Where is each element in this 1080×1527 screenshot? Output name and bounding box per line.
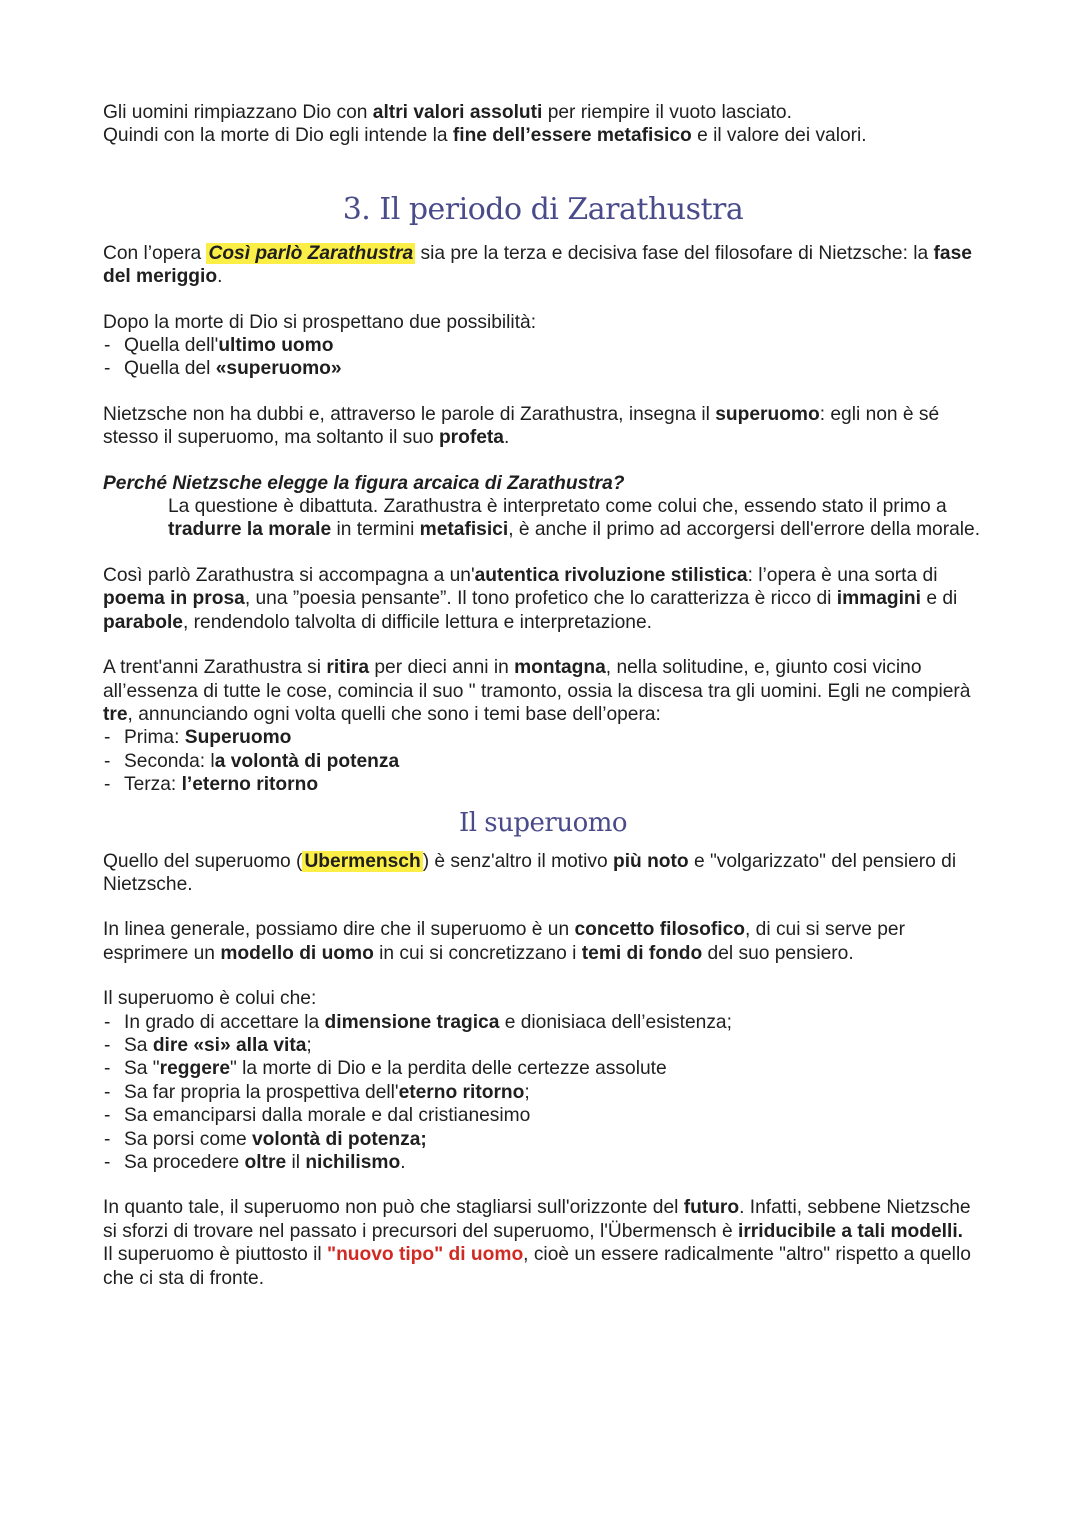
- paragraph-trent-anni: A trent'anni Zarathustra si ritira per dieci anni in montagna, nella solitudine, e, giunto cosi vicino all’essenza di tutte le cose, comincia il suo " tramonto, ossia la discesa tra gli uomini. Egli ne compierà tre, annunciando ogni volta quelli che sono i temi base dell’opera:: [103, 657, 971, 725]
- possibilities-list: [103, 334, 983, 381]
- list-item: - Sa far propria la prospettiva dell'eterno ritorno;: [103, 1081, 983, 1104]
- paragraph-futuro: In quanto tale, il superuomo non può che stagliarsi sull'orizzonte del futuro. Infatti, sebbene Nietzsche si sforzi di trovare nel passato i precursori del superuomo, l'Übermensch è irriducibile a tali modelli.: [103, 1197, 971, 1242]
- list-item: - Quella dell'ultimo uomo: [103, 334, 983, 357]
- paragraph-possibilities-intro: Dopo la morte di Dio si prospettano due possibilità:: [103, 311, 537, 333]
- list-item: - Sa porsi come volontà di potenza;: [103, 1128, 983, 1151]
- list-item: - Terza: l’eterno ritorno: [103, 773, 983, 796]
- answer-paragraph: La questione è dibattuta. Zarathustra è interpretato come colui che, essendo stato il primo a tradurre la morale in termini metafisici, è anche il primo ad accorgersi dell'errore della morale.: [168, 496, 981, 541]
- paragraph-profeta: Nietzsche non ha dubbi e, attraverso le parole di Zarathustra, insegna il superuomo: egli non è sé stesso il superuomo, ma soltanto il suo profeta.: [103, 403, 940, 449]
- document-page: [103, 101, 983, 1290]
- paragraph-opera: Con l’opera Così parlò Zarathustra sia pre la terza e decisiva fase del filosofare di Nietzsche: la fase del meriggio.: [103, 242, 972, 288]
- temi-list: [103, 726, 983, 796]
- intro-line-1: Gli uomini rimpiazzano Dio con altri valori assoluti per riempire il vuoto lasciato.: [103, 102, 792, 123]
- list-item: - Prima: Superuomo: [103, 726, 983, 749]
- list-item: - Sa procedere oltre il nichilismo.: [103, 1151, 983, 1174]
- paragraph-stile: Così parlò Zarathustra si accompagna a un'autentica rivoluzione stilistica: l’opera è una sorta di poema in prosa, una ”poesia pensante”. Il tono profetico che lo caratterizza è ricco di immagini e di parabole, rendendolo talvolta di difficile lettura e interpretazione.: [103, 564, 958, 633]
- intro-line-2: Quindi con la morte di Dio egli intende la fine dell’essere metafisico e il valore dei valori.: [103, 125, 867, 147]
- paragraph-colui-che: Il superuomo è colui che:: [103, 988, 317, 1010]
- superuomo-traits-list: [103, 1011, 983, 1175]
- list-item: - Seconda: la volontà di potenza: [103, 750, 983, 773]
- question-heading: Perché Nietzsche elegge la figura arcaica di Zarathustra?: [103, 472, 625, 494]
- list-item: - Sa emanciparsi dalla morale e dal cristianesimo: [103, 1104, 983, 1127]
- list-item: - Sa dire «si» alla vita;: [103, 1034, 983, 1057]
- paragraph-concetto: In linea generale, possiamo dire che il superuomo è un concetto filosofico, di cui si serve per esprimere un modello di uomo in cui si concretizzano i temi di fondo del suo pensiero.: [103, 919, 905, 964]
- list-item: - In grado di accettare la dimensione tragica e dionisiaca dell’esistenza;: [103, 1011, 983, 1034]
- paragraph-nuovo-tipo: Il superuomo è piuttosto il "nuovo tipo" di uomo, cioè un essere radicalmente "altro" rispetto a quello che ci sta di fronte.: [103, 1244, 971, 1289]
- list-item: - Sa "reggere" la morte di Dio e la perdita delle certezze assolute: [103, 1057, 983, 1080]
- list-item: - Quella del «superuomo»: [103, 357, 983, 380]
- section-title-zarathustra: 3. Il periodo di Zarathustra: [342, 191, 744, 227]
- section-title-superuomo: Il superuomo: [458, 807, 628, 838]
- paragraph-ubermensch: Quello del superuomo ( Ubermensch ) è senz'altro il motivo più noto e "volgarizzato" del pensiero di Nietzsche.: [103, 850, 957, 895]
